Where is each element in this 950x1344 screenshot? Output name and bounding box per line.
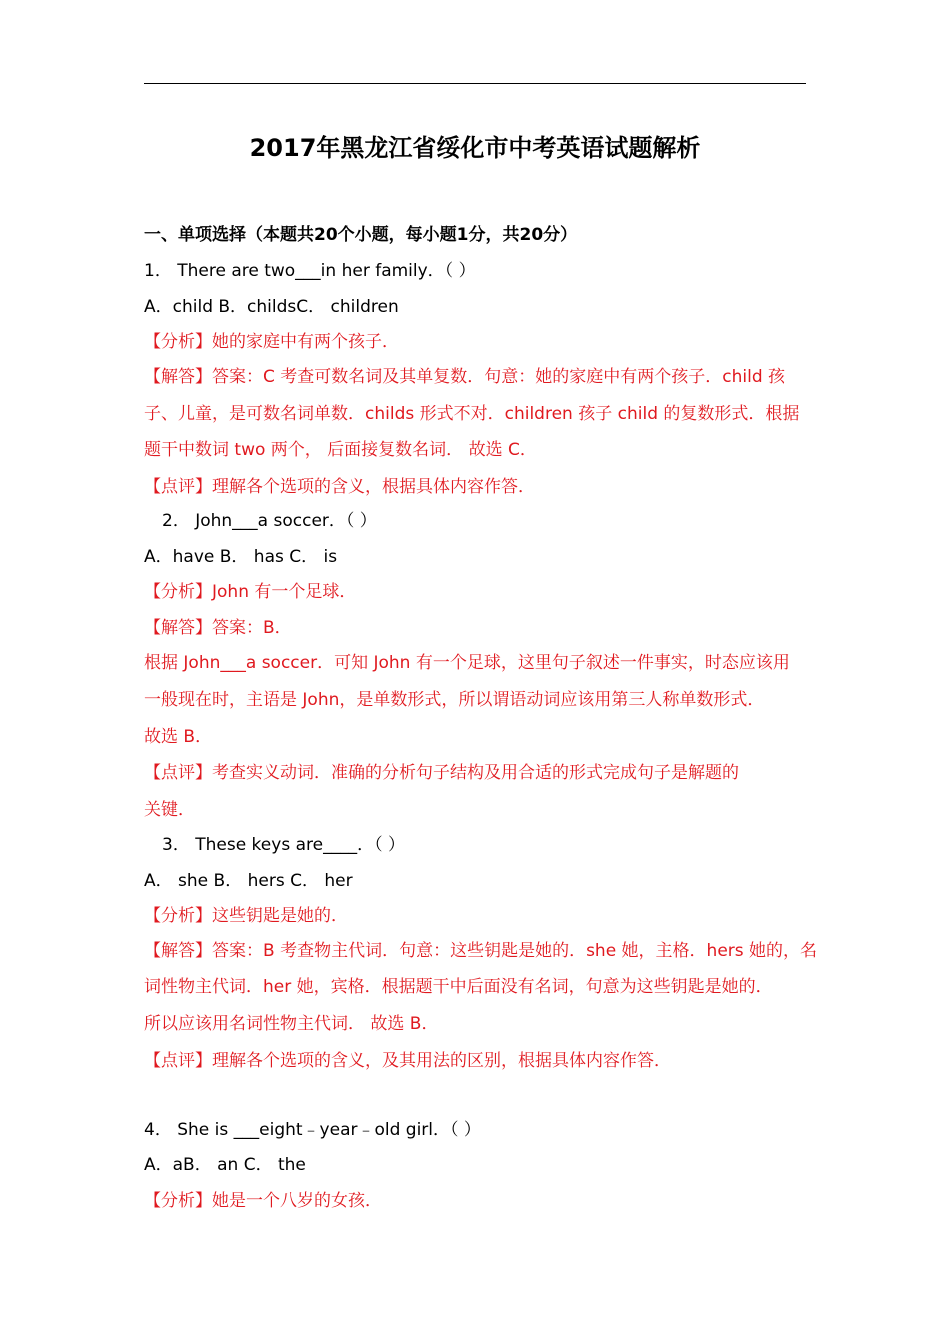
question-3-comment: 【点评】理解各个选项的含义，及其用法的区别，根据具体内容作答． — [144, 1051, 671, 1071]
question-2-explanation-line-3: 故选 B． — [144, 727, 213, 747]
question-3: 3． These keys are____．（ ） — [162, 835, 405, 855]
question-2-comment-line-1: 【点评】考查实义动词．准确的分析句子结构及用合适的形式完成句子是解题的 — [144, 763, 739, 783]
section-heading: 一、单项选择（本题共20个小题，每小题1分，共20分） — [144, 225, 578, 245]
question-2-explanation-line-2: 一般现在时，主语是 John，是单数形式，所以谓语动词应该用第三人称单数形式． — [144, 690, 765, 710]
question-2-analysis: 【分析】John 有一个足球． — [144, 582, 357, 602]
question-3-answer-line-2: 词性物主代词．her 她，宾格．根据题干中后面没有名词，句意为这些钥匙是她的． — [144, 977, 773, 997]
question-1-comment: 【点评】理解各个选项的含义，根据具体内容作答． — [144, 477, 535, 497]
question-2-answer: 【解答】答案：B． — [144, 618, 292, 638]
question-1-analysis: 【分析】她的家庭中有两个孩子． — [144, 332, 399, 352]
question-1-answer-line-3: 题干中数词 two 两个， 后面接复数名词． 故选 C． — [144, 440, 537, 460]
question-3-analysis: 【分析】这些钥匙是她的． — [144, 906, 348, 926]
question-2-explanation-line-1: 根据 John___a soccer．可知 John 有一个足球，这里句子叙述一件事实，时态应该用 — [144, 653, 790, 673]
question-2: 2． John___a soccer．（ ） — [162, 511, 377, 531]
question-2-comment-line-2: 关键． — [144, 800, 195, 820]
question-2-options: A．have B． has C． is — [144, 547, 338, 567]
question-1-options: A．child B．childsC． children — [144, 297, 399, 317]
question-4-options: A．aB． an C． the — [144, 1155, 306, 1175]
question-4: 4． She is ___eight﹣year﹣old girl．（ ） — [144, 1120, 481, 1140]
question-3-answer-line-1: 【解答】答案：B 考查物主代词．句意：这些钥匙是她的．she 她，主格．hers 她的，名 — [144, 941, 818, 961]
question-4-analysis: 【分析】她是一个八岁的女孩． — [144, 1191, 382, 1211]
question-3-options: A． she B． hers C． her — [144, 871, 353, 891]
header-rule — [144, 83, 806, 84]
question-1-answer-line-2: 子、儿童，是可数名词单数．childs 形式不对．children 孩子 child 的复数形式．根据 — [144, 404, 800, 424]
document-title: 2017年黑龙江省绥化市中考英语试题解析 — [249, 134, 701, 162]
question-1-answer-line-1: 【解答】答案：C 考查可数名词及其单复数．句意：她的家庭中有两个孩子．child 孩 — [144, 367, 786, 387]
question-1: 1． There are two___in her family．（ ） — [144, 261, 476, 281]
question-3-answer-line-3: 所以应该用名词性物主代词． 故选 B． — [144, 1014, 439, 1034]
